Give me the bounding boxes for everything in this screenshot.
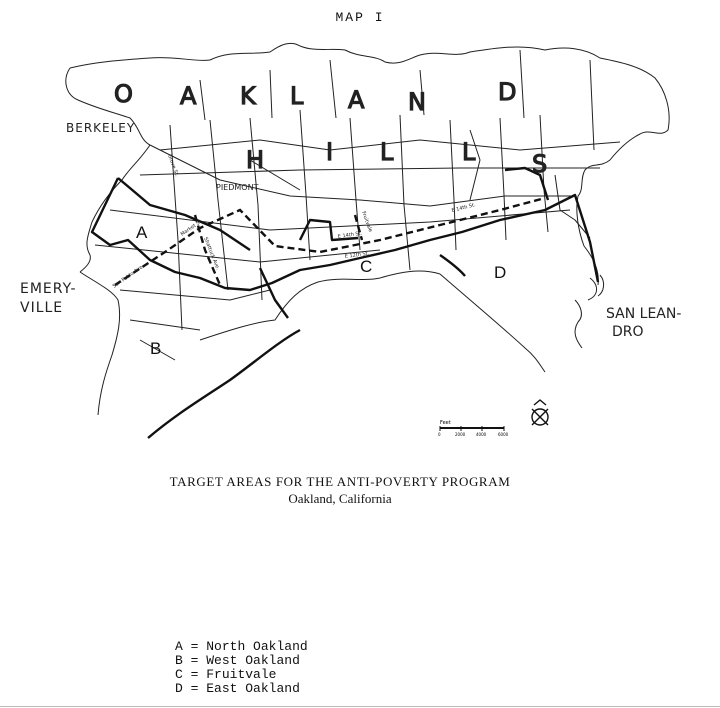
scale-tick: 2000 (455, 432, 466, 437)
street-label: San Pablo Ave. (111, 263, 146, 290)
hills-letter: L (380, 138, 394, 166)
street-label: E 14th St. (451, 202, 477, 214)
street-label: Market St. (179, 218, 205, 238)
street-label: E 12th St. (344, 250, 370, 260)
caption-subtitle: Oakland, California (288, 491, 392, 506)
scale-tick: 4000 (476, 432, 487, 437)
scale-bar (438, 420, 509, 437)
scale-unit: Feet (440, 420, 451, 426)
hills-letter: H (246, 146, 265, 174)
hills-letter: K (240, 82, 256, 110)
target-area-label: B (150, 339, 162, 358)
target-area-label: D (494, 263, 507, 282)
city-boundary (70, 43, 669, 285)
san-leandro-label: DRO (612, 324, 644, 340)
legend-row: C = Fruitvale (175, 667, 277, 682)
street-label: Grove St. (166, 153, 180, 178)
street-label: Shattuck Ave. (202, 236, 221, 271)
target-area-label: A (136, 223, 148, 242)
hills-letter: A (180, 82, 197, 110)
scale-tick: 0 (438, 432, 441, 437)
map-title: MAP I (335, 10, 385, 25)
hills-letter: L (462, 138, 476, 166)
emeryville-label: EMERY- (20, 281, 77, 297)
legend-row: D = East Oakland (175, 681, 300, 696)
hills-letter: D (498, 78, 517, 106)
legend-row: B = West Oakland (175, 653, 300, 668)
hills-letter: S (532, 150, 548, 178)
legend-row: A = North Oakland (175, 639, 308, 654)
hills-letter: O (114, 80, 133, 108)
shoreline (80, 145, 150, 272)
bottom-rule (0, 706, 720, 707)
san-leandro-label: SAN LEAN- (606, 306, 682, 322)
street-label: E 14th St. (337, 230, 363, 240)
berkeley-label: BERKELEY (66, 121, 136, 135)
hills-letter: A (348, 86, 365, 114)
emeryville-label: VILLE (20, 300, 64, 316)
legend (175, 640, 308, 696)
target-area-label: C (360, 257, 373, 276)
hills-letter: L (290, 82, 304, 110)
hills-letter: I (326, 138, 334, 166)
caption-title: TARGET AREAS FOR THE ANTI-POVERTY PROGRAM (169, 474, 511, 489)
north-arrow-icon (532, 400, 548, 425)
hills-letter: N (408, 88, 426, 116)
piedmont-label: PIEDMONT (216, 183, 259, 192)
scale-tick: 6000 (498, 432, 509, 437)
street-label: Fruitvale (360, 210, 374, 233)
